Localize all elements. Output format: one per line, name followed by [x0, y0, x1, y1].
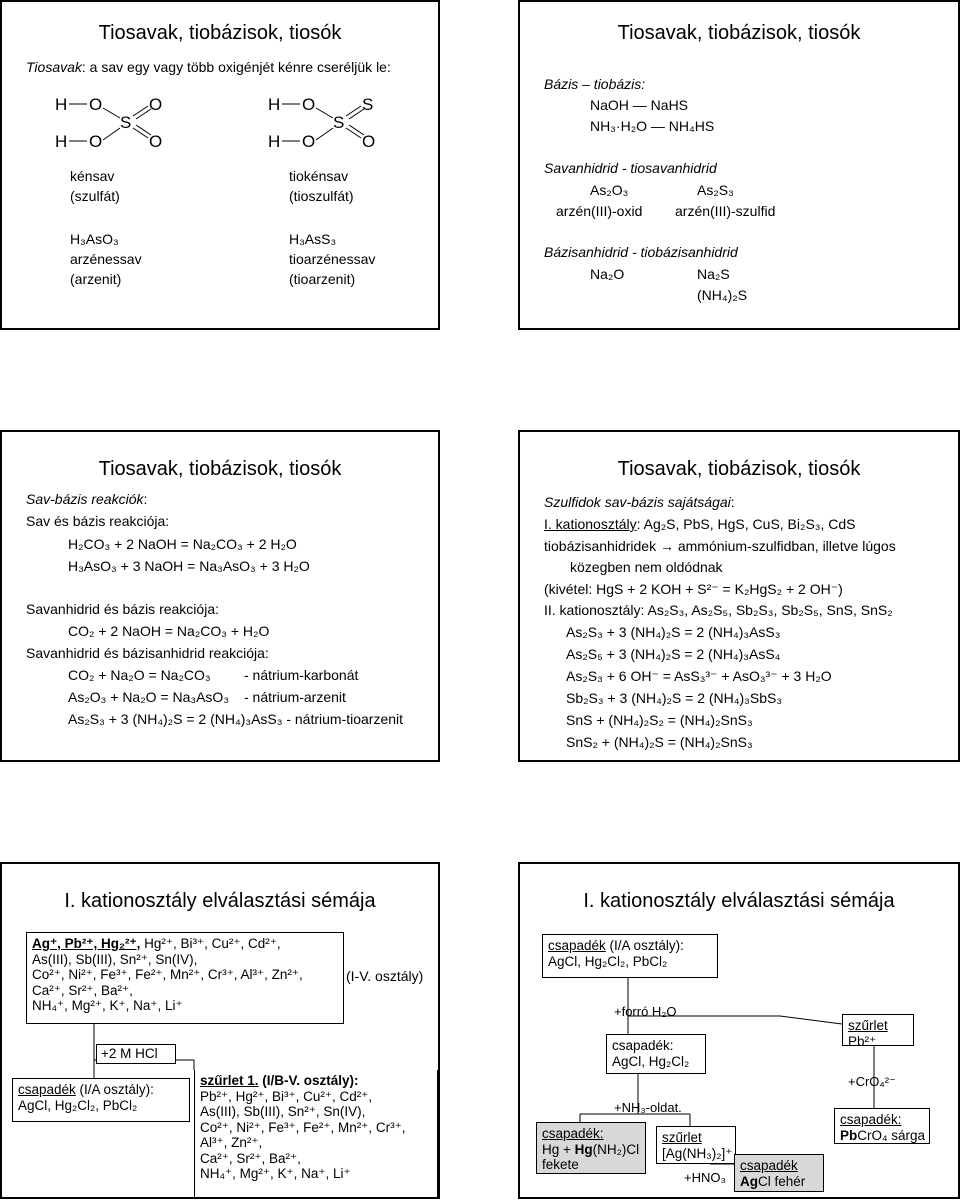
svg-text:S: S: [362, 95, 374, 114]
reaction-5: As₂O₃ + Na₂O = Na₃AsO₃: [68, 689, 230, 705]
atom-o: O: [149, 132, 163, 151]
formula-na2o: Na₂O: [590, 266, 625, 282]
reagent-cro4: +CrO₄²⁻: [848, 1074, 896, 1089]
filtrate-ag-complex: szűrlet [Ag(NH₃)₂]⁺: [656, 1126, 736, 1164]
reaction-5-note: - nátrium-arzenit: [244, 689, 346, 705]
ions-box: Ag⁺, Pb²⁺, Hg₂²⁺, Hg²⁺, Bi³⁺, Cu²⁺, Cd²⁺, As(III), Sb(III), Sn²⁺, Sn(IV), Co²⁺, Ni²⁺, Fe³⁺, Fe²⁺, Mn²⁺, Cr³⁺, Al³⁺, Zn²⁺, Ca²⁺, Sr²⁺, Ba²⁺, NH₄⁺, Mg²⁺, K⁺, Na⁺, Li⁺: [26, 932, 344, 1024]
label-kensav: kénsav: [70, 168, 115, 184]
slide-5: [0, 862, 440, 1199]
slide-title: I. kationosztály elválasztási sémája: [64, 890, 376, 912]
svg-text:O: O: [362, 132, 376, 151]
heading-bazis: Bázis – tiobázis:: [544, 76, 646, 92]
reagent-hot-water: +forró H₂O: [614, 1004, 677, 1019]
label-tioszulfat: (tioszulfát): [289, 188, 354, 204]
atom-h: H: [55, 95, 68, 114]
reagent-nh3: +NH₃-oldat.: [614, 1100, 682, 1115]
label-tiokensav: tiokénsav: [289, 168, 349, 184]
line-kationosztaly-2: II. kationosztály: As₂S₃, As₂S₅, Sb₂S₃, Sb₂S₅, SnS, SnS₂: [544, 602, 893, 618]
slide-1: [0, 0, 440, 330]
precipitate-agcl: csapadék AgCl fehér: [734, 1154, 824, 1192]
line-kozegben: közegben nem oldódnak: [570, 559, 723, 575]
svg-text:S: S: [333, 113, 345, 132]
precipitate-pbcro4: csapadék: PbCrO₄ sárga: [834, 1108, 930, 1144]
intro: Tiosavak: a sav egy vagy több oxigénjét kénre cseréljük le:: [26, 59, 391, 75]
line-nh3: NH₃·H₂O — NH₄HS: [590, 118, 715, 134]
label-tioarzenessav: tioarzénessav: [289, 251, 376, 267]
line-naoh: NaOH — NaHS: [590, 97, 689, 113]
label-szulfid: arzén(III)-szulfid: [675, 203, 776, 219]
reaction-2: As₂S₅ + 3 (NH₄)₂S = 2 (NH₄)₃AsS₄: [566, 646, 781, 662]
svg-text:H: H: [268, 132, 281, 151]
label-oxid: arzén(III)-oxid: [556, 203, 643, 219]
slide-title: Tiosavak, tiobázisok, tiosók: [617, 22, 861, 44]
formula-as2o3: As₂O₃: [590, 182, 629, 198]
top-precipitate-box: csapadék (I/A osztály): AgCl, Hg₂Cl₂, PbCl₂: [542, 934, 718, 978]
precipitate-agcl-hg2cl2: csapadék: AgCl, Hg₂Cl₂: [606, 1034, 706, 1074]
label-arzenit: (arzenit): [70, 271, 122, 287]
formula-nh42s: (NH₄)₂S: [697, 287, 748, 303]
heading-szulfidok: Szulfidok sav-bázis sajátságai:: [544, 494, 735, 510]
formula-h3ass3: H₃AsS₃: [289, 231, 337, 247]
slide-4: [518, 430, 960, 762]
reagent-hno3: +HNO₃: [684, 1170, 726, 1185]
reaction-1: H₂CO₃ + 2 NaOH = Na₂CO₃ + 2 H₂O: [68, 536, 297, 552]
slide-6: [518, 862, 960, 1199]
label-tioarzenit: (tioarzenit): [289, 271, 356, 287]
reaction-3: As₂S₃ + 6 OH⁻ = AsS₃³⁻ + AsO₃³⁻ + 3 H₂O: [566, 668, 832, 684]
range-label: (I-V. osztály): [346, 968, 424, 984]
line-kivetel: (kivétel: HgS + 2 KOH + S²⁻ = K₂HgS₂ + 2 OH⁻): [544, 581, 843, 597]
reaction-5: SnS + (NH₄)₂S₂ = (NH₄)₂SnS₃: [566, 712, 753, 728]
slide-title: Tiosavak, tiobázisok, tiosók: [617, 458, 861, 480]
svg-text:H: H: [268, 95, 281, 114]
slide-3: [0, 430, 440, 762]
line-sav-bazis: Sav és bázis reakciója:: [26, 513, 170, 529]
atom-s: S: [120, 113, 132, 132]
slide-2: [518, 0, 960, 330]
line-tiobazis: tiobázisanhidridek → ammónium-szulfidban, illetve lúgos: [544, 538, 896, 554]
formula-h3aso3: H₃AsO₃: [70, 231, 119, 247]
slide-title: I. kationosztály elválasztási sémája: [583, 890, 895, 912]
reagent-box: +2 M HCl: [96, 1044, 176, 1064]
svg-text:O: O: [302, 132, 316, 151]
sulfuric-acid-structure: [47, 90, 177, 160]
formula-as2s3: As₂S₃: [697, 182, 734, 198]
reaction-4: CO₂ + Na₂O = Na₂CO₃: [68, 667, 211, 683]
line-kationosztaly-1: I. kationosztály: Ag₂S, PbS, HgS, CuS, Bi₂S₃, CdS: [544, 516, 856, 532]
precipitate-box: csapadék (I/A osztály): AgCl, Hg₂Cl₂, PbCl₂: [12, 1078, 190, 1122]
filtrate-pb: szűrlet Pb²⁺: [842, 1014, 914, 1046]
reaction-4: Sb₂S₃ + 3 (NH₄)₂S = 2 (NH₄)₃SbS₃: [566, 690, 783, 706]
label-szulfat: (szulfát): [70, 188, 120, 204]
atom-h: H: [55, 132, 68, 151]
reaction-6: SnS₂ + (NH₄)₂S = (NH₄)₂SnS₃: [566, 734, 753, 750]
atom-o: O: [149, 95, 163, 114]
thiosulfuric-acid-structure: [260, 90, 390, 160]
filtrate-box: szűrlet 1. (I/B-V. osztály): Pb²⁺, Hg²⁺, Bi³⁺, Cu²⁺, Cd²⁺, As(III), Sb(III), Sn²⁺, Sn(IV), Co²⁺, Ni²⁺, Fe³⁺, Fe²⁺, Mn²⁺, Cr³⁺, Al³⁺, Zn²⁺, Ca²⁺, Sr²⁺, Ba²⁺, NH₄⁺, Mg²⁺, K⁺, Na⁺, Li⁺: [194, 1070, 438, 1198]
heading-savanhidrid: Savanhidrid - tiosavanhidrid: [544, 160, 717, 176]
precipitate-hg: csapadék: Hg + Hg(NH₂)Cl fekete: [536, 1122, 646, 1174]
line-savanhidrid-bazis: Savanhidrid és bázis reakciója:: [26, 601, 219, 617]
reaction-3: CO₂ + 2 NaOH = Na₂CO₃ + H₂O: [68, 623, 270, 639]
reaction-6: As₂S₃ + 3 (NH₄)₂S = 2 (NH₄)₃AsS₃ - nátrium-tioarzenit: [68, 711, 404, 727]
label-arzenessav: arzénessav: [70, 251, 142, 267]
heading-bazisanhidrid: Bázisanhidrid - tiobázisanhidrid: [544, 244, 738, 260]
slide-title: Tiosavak, tiobázisok, tiosók: [98, 458, 342, 480]
atom-o: O: [89, 132, 103, 151]
reaction-2: H₃AsO₃ + 3 NaOH = Na₃AsO₃ + 3 H₂O: [68, 558, 310, 574]
atom-o: O: [89, 95, 103, 114]
formula-na2s: Na₂S: [697, 266, 730, 282]
reaction-4-note: - nátrium-karbonát: [244, 667, 359, 683]
line-savanhidrid-bazisanhidrid: Savanhidrid és bázisanhidrid reakciója:: [26, 645, 269, 661]
reaction-1: As₂S₃ + 3 (NH₄)₂S = 2 (NH₄)₃AsS₃: [566, 624, 781, 640]
slide-title: Tiosavak, tiobázisok, tiosók: [98, 22, 342, 44]
svg-text:O: O: [302, 95, 316, 114]
heading-reakciok: Sav-bázis reakciók:: [26, 491, 148, 507]
